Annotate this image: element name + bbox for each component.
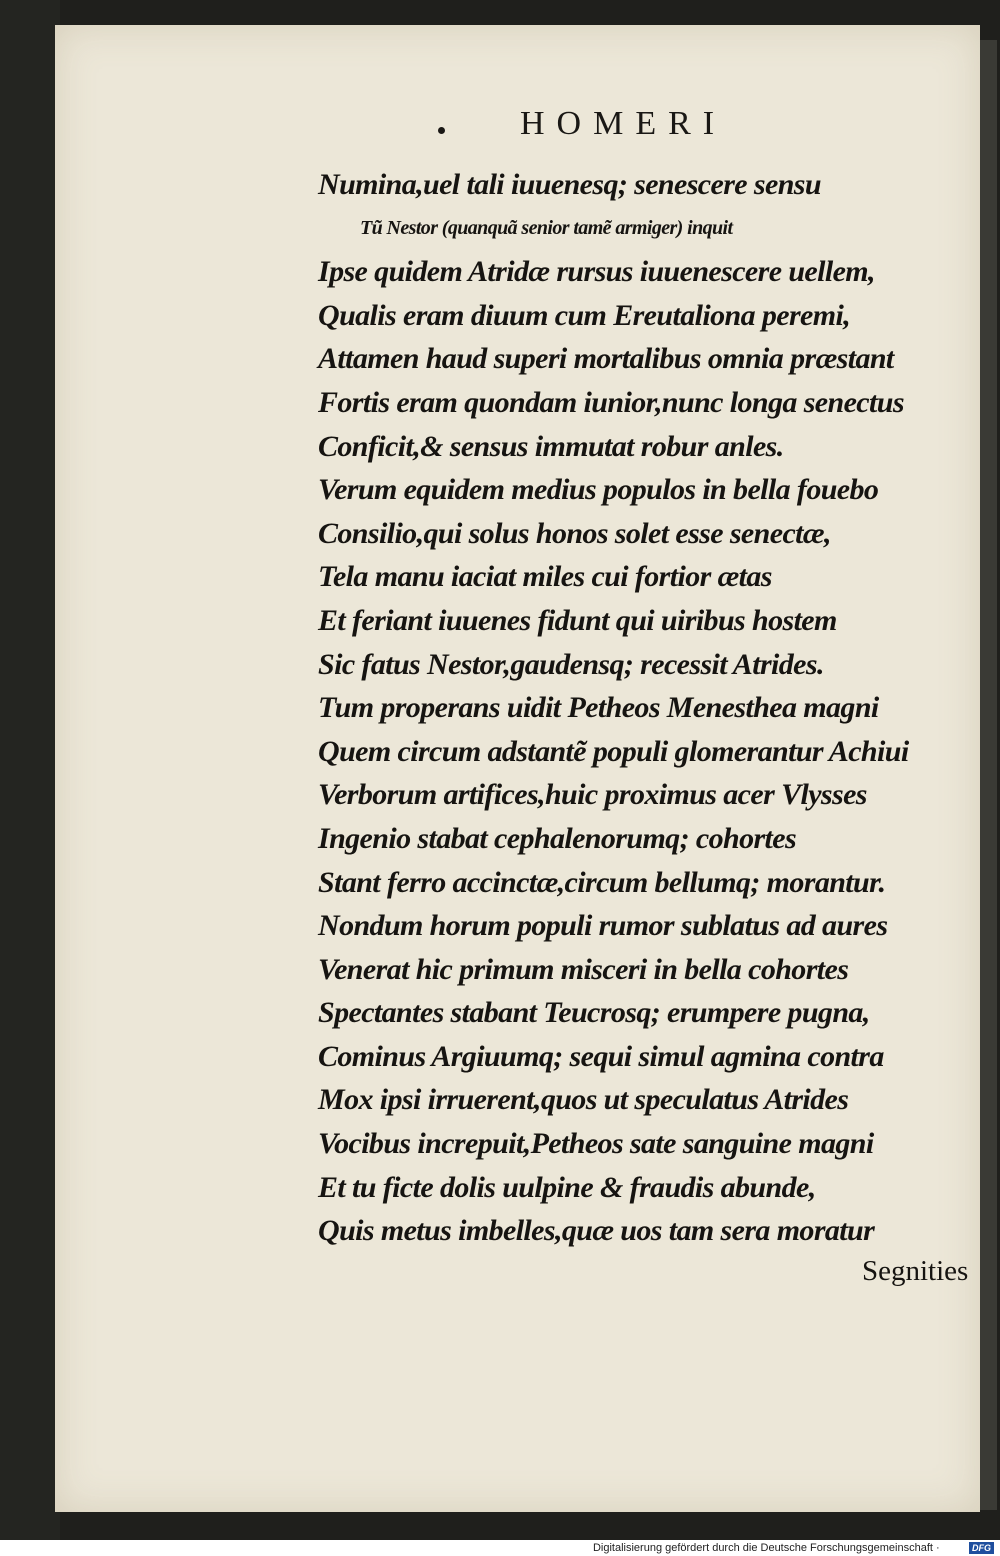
verse-line: Fortis eram quondam iunior,nunc longa senectus — [318, 385, 904, 419]
ornament-dot — [438, 127, 445, 134]
verse-line: Spectantes stabant Teucrosq; erumpere pugna, — [318, 996, 870, 1030]
scan-backdrop — [0, 0, 60, 1540]
verse-line: Tela manu iaciat miles cui fortior ætas — [318, 560, 772, 594]
verse-line: Venerat hic primum misceri in bella cohortes — [318, 952, 849, 986]
verse-line: Tũ Nestor (quanquã senior tamẽ armiger) inquit — [360, 216, 733, 239]
verse-line: Mox ipsi irruerent,quos ut speculatus Atrides — [318, 1083, 849, 1117]
verse-line: Consilio,qui solus honos solet esse senectæ, — [318, 516, 831, 550]
verse-line: Et feriant iuuenes fidunt qui uiribus hostem — [318, 603, 837, 637]
verse-line: Nondum horum populi rumor sublatus ad aures — [318, 909, 888, 943]
verse-line: Sic fatus Nestor,gaudensq; recessit Atrides. — [318, 647, 824, 681]
verse-line: Ipse quidem Atridæ rursus iuuenescere uellem, — [318, 255, 875, 289]
verse-line: Cominus Argiuumq; sequi simul agmina contra — [318, 1039, 884, 1073]
verse-line: Quem circum adstantẽ populi glomerantur Achiui — [318, 734, 909, 768]
funding-credit: Digitalisierung gefördert durch die Deutsche Forschungsgemeinschaft · — [592, 1542, 958, 1554]
funding-credit-text: Digitalisierung gefördert durch die Deutsche Forschungsgemeinschaft — [592, 1542, 933, 1554]
verse-line: Numina,uel tali iuuenesq; senescere sensu — [318, 168, 821, 201]
verse-line: Quis metus imbelles,quæ uos tam sera moratur — [318, 1214, 875, 1248]
verse-text — [318, 163, 978, 1253]
verse-line: Conficit,& sensus immutat robur anles. — [318, 429, 784, 463]
verse-line: Verum equidem medius populos in bella fouebo — [318, 473, 879, 507]
verse-line: Ingenio stabat cephalenorumq; cohortes — [318, 821, 797, 855]
catchword: Segnities — [862, 1255, 969, 1287]
dfg-logo-icon: DFG — [969, 1542, 994, 1554]
verse-line: Tum properans uidit Petheos Menesthea magni — [318, 691, 879, 725]
verse-line: Et tu ficte dolis uulpine & fraudis abunde, — [318, 1170, 816, 1204]
verse-line: Attamen haud superi mortalibus omnia præstant — [318, 342, 894, 376]
verse-line: Qualis eram diuum cum Ereutaliona peremi, — [318, 298, 851, 332]
verse-line: Stant ferro accinctæ,circum bellumq; morantur. — [318, 865, 886, 899]
verse-line: Vocibus increpuit,Petheos sate sanguine magni — [318, 1127, 874, 1161]
verse-line: Verborum artifices,huic proximus acer Vlysses — [318, 778, 867, 812]
running-head: HOMERI — [520, 105, 727, 142]
